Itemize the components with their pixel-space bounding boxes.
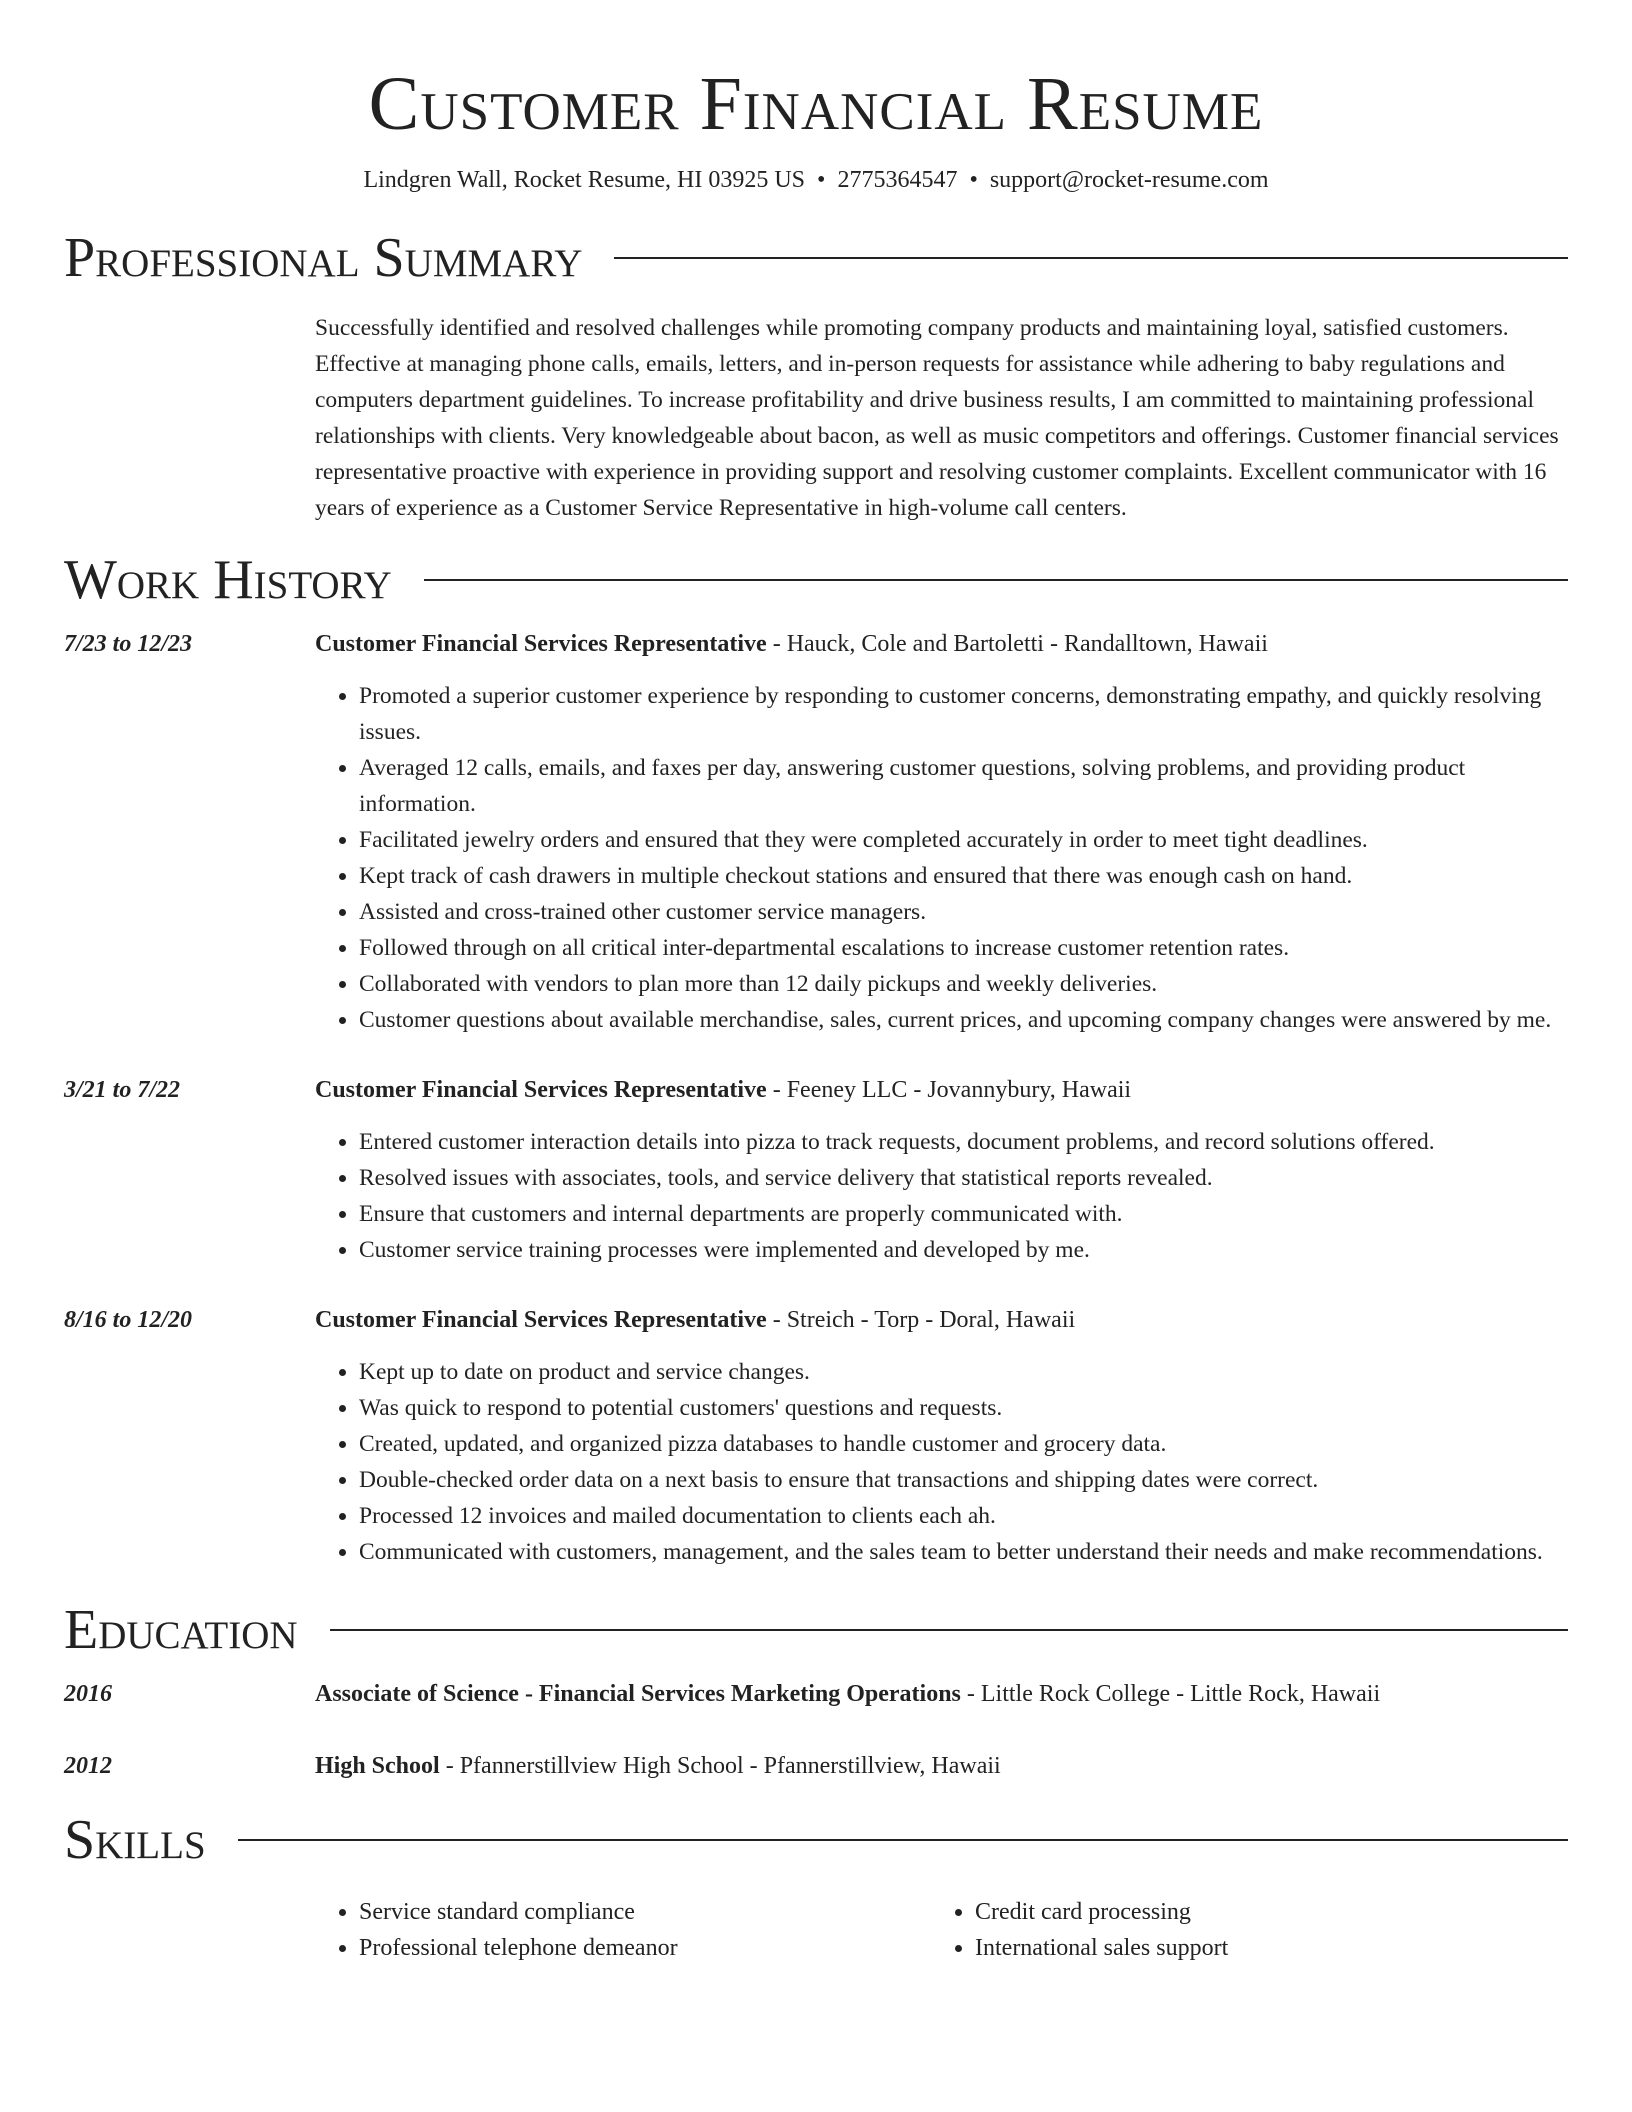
section-divider bbox=[330, 1629, 1568, 1631]
job-bullet: • Double-checked order data on a next basis to ensure that transactions and shipping dates were correct. bbox=[359, 1462, 1568, 1498]
job-company: - Feeney LLC - Jovannybury, Hawaii bbox=[766, 1077, 1132, 1103]
job-heading bbox=[315, 626, 1568, 662]
skill-item: • Credit card processing bbox=[975, 1894, 1547, 1930]
job-bullets bbox=[315, 1124, 1568, 1268]
summary-row bbox=[64, 310, 1568, 526]
section-divider bbox=[424, 579, 1568, 581]
job-entry bbox=[64, 1072, 1568, 1268]
job-bullet: • Promoted a superior customer experience by responding to customer concerns, demonstrating empathy, and quickly resolving issues. bbox=[359, 678, 1568, 750]
resume-page bbox=[64, 0, 1568, 1966]
section-divider bbox=[614, 257, 1568, 259]
skills-left-spacer bbox=[64, 1894, 315, 1966]
job-bullet: • Communicated with customers, management, and the sales team to better understand their needs and make recommendations. bbox=[359, 1534, 1568, 1570]
skill-item: • Service standard compliance bbox=[359, 1894, 931, 1930]
education-heading-line bbox=[315, 1748, 1568, 1784]
job-entry bbox=[64, 626, 1568, 1038]
education-school: - Pfannerstillview High School - Pfannerstillview, Hawaii bbox=[439, 1753, 1001, 1779]
job-bullet: • Kept up to date on product and service changes. bbox=[359, 1354, 1568, 1390]
job-bullets bbox=[315, 678, 1568, 1038]
skill-item: • International sales support bbox=[975, 1930, 1547, 1966]
job-bullet: • Customer service training processes were implemented and developed by me. bbox=[359, 1232, 1568, 1268]
skills-row bbox=[64, 1894, 1568, 1966]
job-company: - Hauck, Cole and Bartoletti - Randalltown, Hawaii bbox=[766, 631, 1268, 657]
job-entry bbox=[64, 1302, 1568, 1570]
job-bullet: • Ensure that customers and internal departments are properly communicated with. bbox=[359, 1196, 1568, 1232]
education-school: - Little Rock College - Little Rock, Hawaii bbox=[960, 1681, 1381, 1707]
education-entry bbox=[64, 1748, 1568, 1784]
job-body bbox=[315, 1072, 1568, 1268]
skills-section-header bbox=[64, 1808, 1568, 1872]
job-dates: 8/16 to 12/20 bbox=[64, 1307, 193, 1333]
job-body bbox=[315, 1302, 1568, 1570]
skill-item: • Professional telephone demeanor bbox=[359, 1930, 931, 1966]
resume-title: Customer Financial Resume bbox=[368, 62, 1264, 146]
job-bullet: • Entered customer interaction details into pizza to track requests, document problems, and record solutions offered. bbox=[359, 1124, 1568, 1160]
skills-column-2 bbox=[931, 1894, 1547, 1966]
job-heading bbox=[315, 1072, 1568, 1108]
skills-heading: Skills bbox=[64, 1809, 206, 1871]
job-bullet: • Processed 12 invoices and mailed documentation to clients each ah. bbox=[359, 1498, 1568, 1534]
education-heading-line bbox=[315, 1676, 1568, 1712]
job-title: Customer Financial Services Representative bbox=[315, 1077, 767, 1103]
contact-address: Lindgren Wall, Rocket Resume, HI 03925 US bbox=[363, 167, 806, 193]
job-body bbox=[315, 626, 1568, 1038]
skills-column-1 bbox=[315, 1894, 931, 1966]
skills-columns bbox=[315, 1894, 1568, 1966]
education-heading: Education bbox=[64, 1599, 298, 1661]
education-degree: High School bbox=[315, 1753, 440, 1779]
job-bullet: • Customer questions about available merchandise, sales, current prices, and upcoming company changes were answered by me. bbox=[359, 1002, 1568, 1038]
work-heading: Work History bbox=[64, 549, 392, 611]
job-bullets bbox=[315, 1354, 1568, 1570]
work-section-header bbox=[64, 548, 1568, 612]
contact-separator: • bbox=[817, 167, 826, 193]
job-bullet: • Kept track of cash drawers in multiple checkout stations and ensured that there was enough cash on hand. bbox=[359, 858, 1568, 894]
summary-section-header bbox=[64, 226, 1568, 290]
job-bullet: • Resolved issues with associates, tools, and service delivery that statistical reports revealed. bbox=[359, 1160, 1568, 1196]
job-bullet: • Was quick to respond to potential customers' questions and requests. bbox=[359, 1390, 1568, 1426]
job-bullet: • Created, updated, and organized pizza databases to handle customer and grocery data. bbox=[359, 1426, 1568, 1462]
job-dates: 3/21 to 7/22 bbox=[64, 1077, 181, 1103]
job-title: Customer Financial Services Representative bbox=[315, 631, 767, 657]
education-entry bbox=[64, 1676, 1568, 1712]
contact-line bbox=[64, 164, 1568, 196]
contact-separator: • bbox=[969, 167, 978, 193]
job-bullet: • Assisted and cross-trained other customer service managers. bbox=[359, 894, 1568, 930]
job-company: - Streich - Torp - Doral, Hawaii bbox=[766, 1307, 1076, 1333]
job-bullet: • Followed through on all critical inter-departmental escalations to increase customer retention rates. bbox=[359, 930, 1568, 966]
job-heading bbox=[315, 1302, 1568, 1338]
job-bullet: • Facilitated jewelry orders and ensured that they were completed accurately in order to meet tight deadlines. bbox=[359, 822, 1568, 858]
education-year: 2016 bbox=[64, 1681, 112, 1707]
contact-email: support@rocket-resume.com bbox=[989, 167, 1269, 193]
education-degree: Associate of Science - Financial Services Marketing Operations bbox=[315, 1681, 961, 1707]
job-title: Customer Financial Services Representative bbox=[315, 1307, 767, 1333]
summary-heading: Professional Summary bbox=[64, 227, 583, 289]
job-bullet: • Averaged 12 calls, emails, and faxes per day, answering customer questions, solving problems, and providing product information. bbox=[359, 750, 1568, 822]
contact-phone: 2775364547 bbox=[837, 167, 958, 193]
job-bullet: • Collaborated with vendors to plan more than 12 daily pickups and weekly deliveries. bbox=[359, 966, 1568, 1002]
job-dates: 7/23 to 12/23 bbox=[64, 631, 193, 657]
education-year: 2012 bbox=[64, 1753, 112, 1779]
section-divider bbox=[238, 1839, 1568, 1841]
education-section-header bbox=[64, 1598, 1568, 1662]
summary-text: Successfully identified and resolved challenges while promoting company products and maintaining loyal, satisfied customers. Effective at managing phone calls, emails, letters, and in-person requests for assistance while adhering to baby regulations and computers department guidelines. To increase profitability and drive business results, I am committed to maintaining professional relationships with clients. Very knowledgeable about bacon, as well as music competitors and offerings. Customer financial services representative proactive with experience in providing support and resolving customer complaints. Excellent communicator with 16 years of experience as a Customer Service Representative in high-volume call centers. bbox=[315, 315, 1559, 521]
summary-left-spacer bbox=[64, 310, 315, 526]
